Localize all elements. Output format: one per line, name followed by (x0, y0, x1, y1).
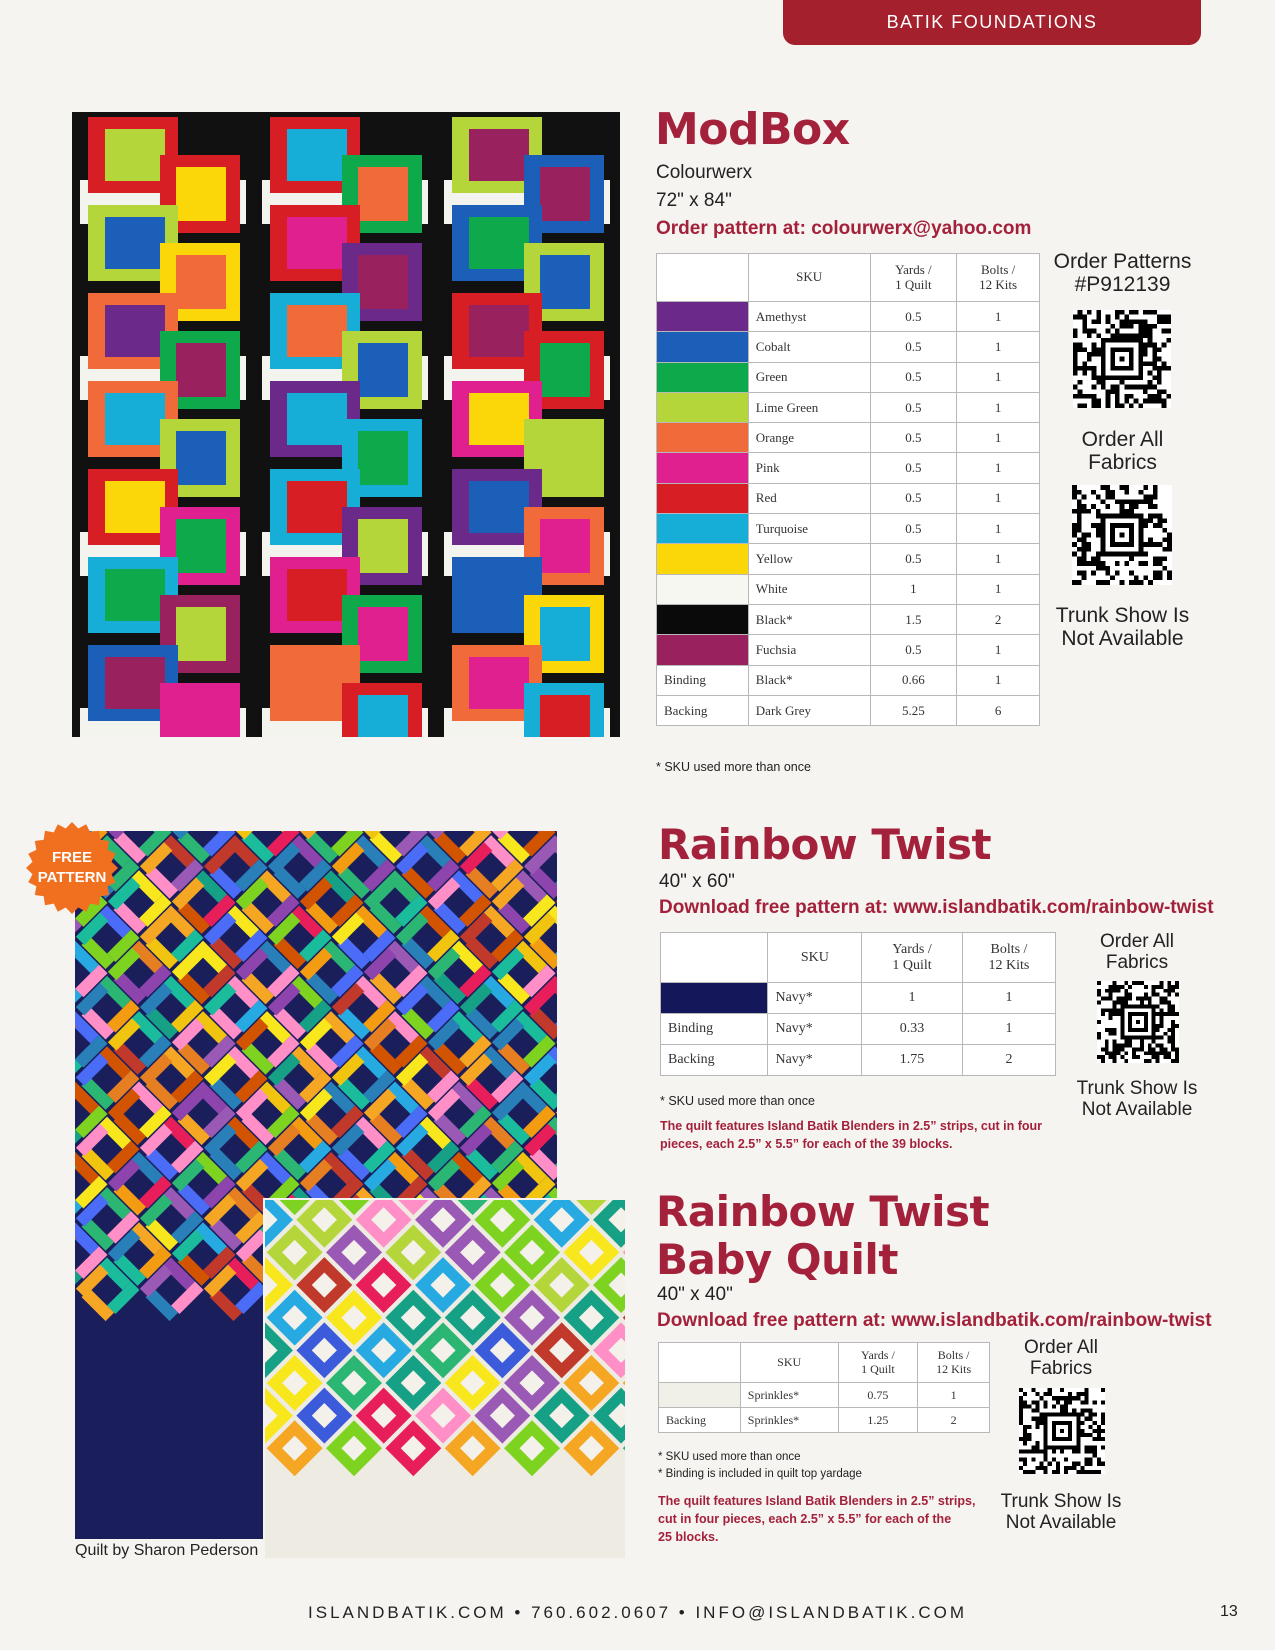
fabric-name: Dark Grey (748, 695, 870, 725)
modbox-size: 72" x 84" (656, 190, 732, 211)
fabric-swatch (657, 332, 749, 362)
fabric-name: White (748, 574, 870, 604)
fabric-name: Cobalt (748, 332, 870, 362)
baby-order-all-label: Order All Fabrics (1024, 1337, 1098, 1379)
fabric-swatch (657, 514, 749, 544)
bolts-value: 1 (957, 423, 1040, 453)
baby-quilt-order-link[interactable]: Download free pattern at: www.islandbatik.com/rainbow-twist (657, 1310, 1212, 1331)
fabric-swatch (657, 362, 749, 392)
baby-quilt-fabric-table (658, 1342, 990, 1433)
fabric-row (657, 604, 1040, 634)
yards-value: 0.5 (870, 332, 957, 362)
fabric-row (661, 983, 1056, 1014)
rainbow-twist-fabric-table (660, 932, 1056, 1076)
fabric-row (661, 1014, 1056, 1045)
baby-trunk-show-label: Trunk Show Is Not Available (1000, 1491, 1122, 1533)
yards-header: Yards / 1 Quilt (870, 254, 957, 302)
bolts-value: 1 (957, 332, 1040, 362)
fabric-name: Black* (748, 665, 870, 695)
bolts-value: 1 (957, 635, 1040, 665)
yards-value: 1.25 (838, 1408, 918, 1433)
yards-header: Yards / 1 Quilt (838, 1343, 918, 1383)
bolts-value: 1 (957, 544, 1040, 574)
yards-value: 0.33 (862, 1014, 963, 1045)
baby-quilt-size: 40" x 40" (657, 1284, 733, 1305)
rainbow-order-all-qr[interactable] (1096, 981, 1180, 1063)
rainbow-twist-footnote: * SKU used more than once (660, 1094, 815, 1108)
yards-header: Yards / 1 Quilt (862, 933, 963, 983)
modbox-order-link[interactable]: Order pattern at: colourwerx@yahoo.com (656, 218, 1032, 239)
fabric-row (657, 392, 1040, 422)
bolts-value: 1 (957, 392, 1040, 422)
page-number: 13 (1220, 1603, 1238, 1620)
modbox-fabric-table (656, 253, 1040, 726)
fabric-swatch (657, 604, 749, 634)
bolts-value: 1 (962, 1014, 1055, 1045)
fabric-swatch (657, 574, 749, 604)
sku-header: SKU (748, 254, 870, 302)
rainbow-twist-size: 40" x 60" (659, 871, 735, 892)
yards-value: 0.5 (870, 302, 957, 332)
yards-value: 0.5 (870, 423, 957, 453)
baby-quilt-footnotes: * SKU used more than once * Binding is included in quilt top yardage (658, 1451, 862, 1480)
order-patterns-qr[interactable] (1072, 310, 1172, 408)
badge-line1: FREE (51, 849, 92, 866)
modbox-trunk-show-label: Trunk Show Is Not Available (1055, 604, 1190, 651)
yards-value: 0.75 (838, 1383, 918, 1408)
yards-value: 0.5 (870, 514, 957, 544)
row-label: Backing (657, 695, 749, 725)
bolts-value: 2 (957, 604, 1040, 634)
fabric-row (657, 302, 1040, 332)
fabric-name: Lime Green (748, 392, 870, 422)
row-label: Backing (659, 1408, 741, 1433)
baby-order-all-qr[interactable] (1019, 1388, 1105, 1474)
quilt-credit: Quilt by Sharon Pederson (75, 1542, 259, 1559)
baby-quilt-title: Rainbow Twist Baby Quilt (656, 1187, 990, 1284)
yards-value: 0.5 (870, 392, 957, 422)
yards-value: 0.5 (870, 544, 957, 574)
fabric-name: Black* (748, 604, 870, 634)
order-patterns-label: Order Patterns #P912139 (1053, 250, 1192, 297)
baby-quilt-feature-note: The quilt features Island Batik Blenders in 2.5” strips, cut in four pieces, each 2.5” x 5.5” for each of the 25 blocks. (658, 1494, 976, 1544)
yards-value: 0.5 (870, 483, 957, 513)
fabric-swatch (659, 1383, 741, 1408)
fabric-name: Turquoise (748, 514, 870, 544)
free-pattern-badge[interactable] (26, 822, 118, 914)
yards-value: 5.25 (870, 695, 957, 725)
bolts-value: 1 (957, 574, 1040, 604)
footer-contact: ISLANDBATIK.COM • 760.602.0607 • INFO@ISLANDBATIK.COM (308, 1603, 967, 1622)
bolts-header: Bolts / 12 Kits (962, 933, 1055, 983)
row-label: Binding (661, 1014, 768, 1045)
fabric-row (657, 544, 1040, 574)
fabric-name: Pink (748, 453, 870, 483)
fabric-row (657, 574, 1040, 604)
baby-quilt-image (263, 1198, 627, 1560)
modbox-order-all-qr[interactable] (1072, 485, 1172, 585)
badge-line2: PATTERN (37, 869, 107, 886)
fabric-swatch (657, 302, 749, 332)
rainbow-twist-order-link[interactable]: Download free pattern at: www.islandbatik.com/rainbow-twist (659, 897, 1214, 918)
bolts-header: Bolts / 12 Kits (918, 1343, 990, 1383)
fabric-row (657, 514, 1040, 544)
fabric-row (657, 453, 1040, 483)
rainbow-order-all-label: Order All Fabrics (1100, 931, 1174, 973)
fabric-name: Navy* (768, 983, 862, 1014)
yards-value: 0.5 (870, 453, 957, 483)
fabric-name: Navy* (768, 1045, 862, 1076)
rainbow-twist-feature-note: The quilt features Island Batik Blenders in 2.5” strips, cut in four pieces, each 2.5” x 5.5” for each of the 39 blocks. (660, 1119, 1043, 1151)
modbox-quilt-image (72, 112, 620, 737)
fabric-row (657, 423, 1040, 453)
bolts-value: 2 (918, 1408, 990, 1433)
bolts-value: 1 (918, 1383, 990, 1408)
yards-value: 0.5 (870, 362, 957, 392)
modbox-designer: Colourwerx (656, 162, 753, 183)
fabric-row (657, 362, 1040, 392)
yards-value: 1.5 (870, 604, 957, 634)
fabric-swatch (657, 423, 749, 453)
bolts-value: 1 (957, 483, 1040, 513)
fabric-row (657, 695, 1040, 725)
row-label: Backing (661, 1045, 768, 1076)
bolts-value: 1 (957, 514, 1040, 544)
fabric-row (657, 665, 1040, 695)
bolts-header: Bolts / 12 Kits (957, 254, 1040, 302)
fabric-swatch (657, 635, 749, 665)
bolts-value: 2 (962, 1045, 1055, 1076)
fabric-name: Orange (748, 423, 870, 453)
modbox-order-all-label: Order All Fabrics (1081, 428, 1164, 475)
yards-value: 1.75 (862, 1045, 963, 1076)
yards-value: 1 (870, 574, 957, 604)
fabric-name: Red (748, 483, 870, 513)
fabric-row (657, 635, 1040, 665)
fabric-name: Fuchsia (748, 635, 870, 665)
fabric-swatch (661, 983, 768, 1014)
modbox-footnote: * SKU used more than once (656, 760, 811, 774)
bolts-value: 6 (957, 695, 1040, 725)
fabric-swatch (657, 453, 749, 483)
yards-value: 1 (862, 983, 963, 1014)
fabric-row (657, 483, 1040, 513)
fabric-name: Navy* (768, 1014, 862, 1045)
yards-value: 0.5 (870, 635, 957, 665)
sku-header: SKU (768, 933, 862, 983)
fabric-name: Green (748, 362, 870, 392)
fabric-row (659, 1408, 990, 1433)
rainbow-trunk-show-label: Trunk Show Is Not Available (1076, 1078, 1198, 1120)
fabric-swatch (657, 392, 749, 422)
fabric-row (657, 332, 1040, 362)
bolts-value: 1 (962, 983, 1055, 1014)
fabric-name: Sprinkles* (740, 1383, 838, 1408)
section-label: BATIK FOUNDATIONS (886, 12, 1098, 32)
modbox-title: ModBox (655, 104, 850, 155)
fabric-swatch (657, 483, 749, 513)
row-label: Binding (657, 665, 749, 695)
fabric-name: Amethyst (748, 302, 870, 332)
sku-header: SKU (740, 1343, 838, 1383)
fabric-row (661, 1045, 1056, 1076)
fabric-name: Sprinkles* (740, 1408, 838, 1433)
fabric-swatch (657, 544, 749, 574)
bolts-value: 1 (957, 362, 1040, 392)
bolts-value: 1 (957, 302, 1040, 332)
rainbow-twist-title: Rainbow Twist (658, 820, 992, 869)
bolts-value: 1 (957, 665, 1040, 695)
section-tab (783, 0, 1201, 45)
fabric-row (659, 1383, 990, 1408)
yards-value: 0.66 (870, 665, 957, 695)
fabric-name: Yellow (748, 544, 870, 574)
bolts-value: 1 (957, 453, 1040, 483)
